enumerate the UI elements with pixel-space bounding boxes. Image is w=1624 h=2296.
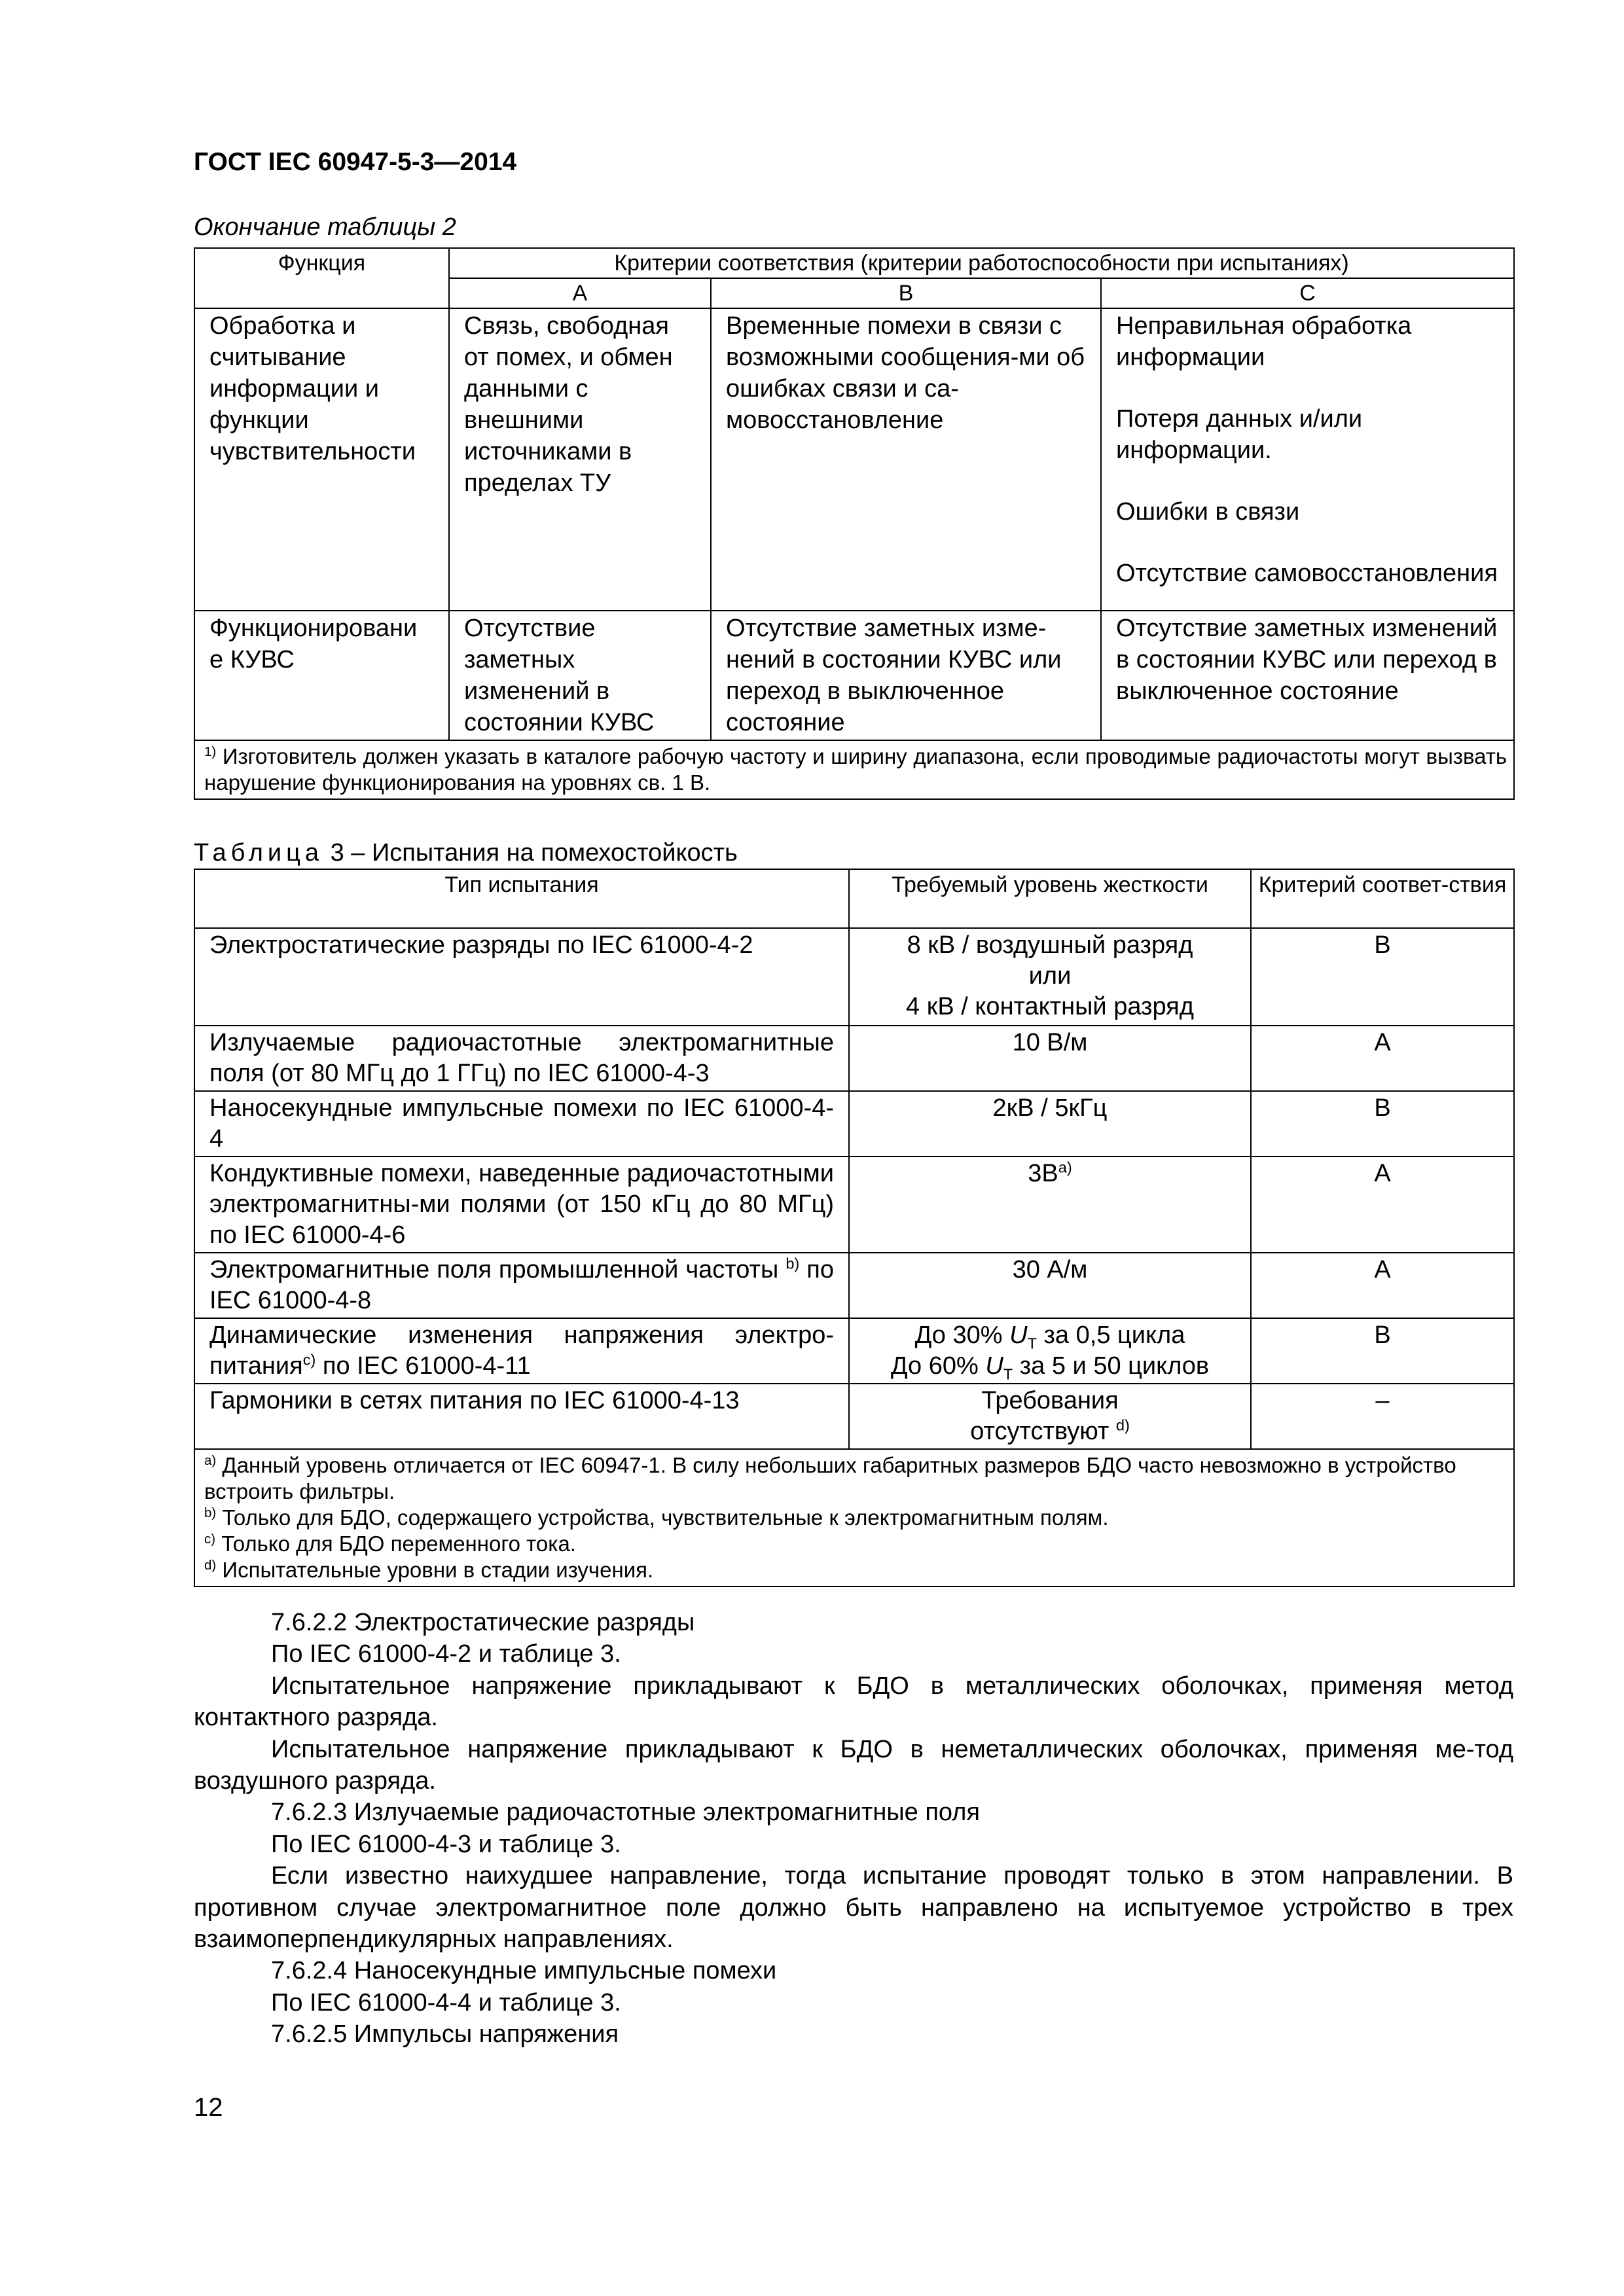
table-3: [194, 869, 1515, 1587]
cell-criterion-b: Отсутствие заметных изме-нений в состоянии КУВС или переход в выключенное состояние: [711, 611, 1101, 740]
footnote-mark: b): [785, 1255, 800, 1272]
footnote: [204, 1531, 1507, 1557]
cell-test-type: Излучаемые радиочастотные электромагнитные поля (от 80 МГц до 1 ГГц) по IEC 61000-4-3: [194, 1026, 849, 1091]
table-row: [194, 1157, 1514, 1253]
cell-level: [849, 1384, 1251, 1449]
footnote: [204, 1452, 1507, 1505]
level-line: [864, 1351, 1236, 1382]
criterion-c-item: Отсутствие самовосстановления: [1116, 560, 1498, 587]
cell-criterion: В: [1251, 1091, 1514, 1157]
footnote-text: Только для БДО, содержащего устройства, чувствительные к электромагнитным полям.: [216, 1505, 1109, 1530]
footnote: [204, 1505, 1507, 1531]
table-row: [194, 1253, 1514, 1318]
cell-criterion: В: [1251, 1318, 1514, 1384]
cell-level: [849, 928, 1251, 1026]
test-type-standard: по IEC 61000-4-8: [209, 1256, 834, 1314]
col-header-a: А: [449, 278, 711, 308]
level-text: отсутствуют: [970, 1418, 1116, 1445]
cell-test-type: Электростатические разряды по IEC 61000-4-2: [194, 928, 849, 1026]
table-row: [194, 1384, 1514, 1449]
table-row: [194, 1318, 1514, 1384]
section-heading: 7.6.2.2 Электростатические разряды: [271, 1609, 695, 1636]
level-line: или: [1028, 962, 1072, 990]
level-text: До 60%: [890, 1352, 986, 1380]
paragraph: Если известно наихудшее направление, тогда испытание проводят только в этом направлении. В противном случае электромагнитное поле должно быть направлено на испытуемое устройство в трех взаимоперпендикулярных направлениях.: [194, 1862, 1513, 1954]
level-line: [864, 1320, 1236, 1351]
cell-criterion: В: [1251, 928, 1514, 1026]
table-row: [194, 308, 1514, 611]
col-header-b: В: [711, 278, 1101, 308]
cell-criterion: А: [1251, 1026, 1514, 1091]
footnote-mark: 1): [204, 744, 217, 759]
col-header-criterion: Критерий соответ-ствия: [1251, 869, 1514, 928]
table-3-caption-word: Таблица: [194, 839, 323, 867]
footnote-mark: c): [302, 1351, 316, 1369]
section-heading: 7.6.2.3 Излучаемые радиочастотные электромагнитные поля: [271, 1799, 980, 1827]
paragraph: По IEC 61000-4-4 и таблице 3.: [271, 1988, 621, 2017]
table-row: [194, 1026, 1514, 1091]
col-header-c: С: [1101, 278, 1514, 308]
table-3-caption-title: 3 – Испытания на помехостойкость: [330, 839, 738, 867]
paragraph: Испытательное напряжение прикладывают к БДО в металлических оболочках, применяя метод контактного разряда.: [194, 1672, 1513, 1732]
cell-criterion: –: [1251, 1384, 1514, 1449]
voltage-subscript: Т: [1027, 1335, 1037, 1352]
section-heading: 7.6.2.5 Импульсы напряжения: [271, 2020, 619, 2049]
page-number: 12: [194, 2093, 223, 2122]
footnote-mark: a): [1058, 1158, 1072, 1176]
footnote-mark: b): [204, 1505, 217, 1520]
voltage-symbol: U: [1009, 1321, 1028, 1349]
test-type-standard: по IEC 61000-4-11: [316, 1352, 531, 1380]
document-header: ГОСТ IEC 60947-5-3—2014: [194, 148, 517, 176]
table-row: [194, 1091, 1514, 1157]
paragraph: Испытательное напряжение прикладывают к БДО в неметаллических оболочках, применяя ме-тод воздушного разряда.: [194, 1735, 1513, 1795]
voltage-subscript: Т: [1003, 1365, 1013, 1383]
footnote-mark: d): [204, 1558, 217, 1573]
table-row: [194, 928, 1514, 1026]
cell-criterion-a: Отсутствие заметных изменений в состоянии КУВС: [449, 611, 711, 740]
test-type-text: Динамические изменения напряжения электро-питания: [209, 1321, 834, 1380]
level-text: за 5 и 50 циклов: [1013, 1352, 1210, 1380]
paragraph: По IEC 61000-4-2 и таблице 3.: [271, 1640, 621, 1668]
cell-function: Обработка и считывание информации и функции чувствительности: [194, 308, 449, 611]
footnote-mark: c): [204, 1532, 216, 1547]
criterion-c-item: Ошибки в связи: [1116, 498, 1300, 526]
cell-test-type: [194, 1318, 849, 1384]
footnote-text: Данный уровень отличается от IEC 60947-1. В силу небольших габаритных размеров БДО часто невозможно в устройство встроить фильтры.: [204, 1453, 1456, 1503]
table-2-footnote: [194, 740, 1514, 799]
table-3-caption: [194, 839, 738, 867]
criterion-c-item: Неправильная обработка информации: [1116, 312, 1412, 371]
section-heading: 7.6.2.4 Наносекундные импульсные помехи: [271, 1957, 777, 1985]
footnote-mark: d): [1115, 1416, 1130, 1434]
level-text: за 0,5 цикла: [1036, 1321, 1185, 1349]
paragraph: По IEC 61000-4-3 и таблице 3.: [271, 1830, 621, 1858]
cell-test-type: [194, 1253, 849, 1318]
level-value: 3В: [1028, 1160, 1058, 1187]
cell-criterion-c: Отсутствие заметных изменений в состоянии КУВС или переход в выключенное состояние: [1101, 611, 1514, 740]
cell-test-type: Кондуктивные помехи, наведенные радиочастотными электромагнитны-ми полями (от 150 кГц до 80 МГц) по IEC 61000-4-6: [194, 1157, 849, 1253]
cell-criterion-b: Временные помехи в связи с возможными сообщения-ми об ошибках связи и са-мовосстановление: [711, 308, 1101, 611]
level-line: 4 кВ / контактный разряд: [906, 993, 1194, 1020]
level-line: [864, 1416, 1236, 1447]
cell-level: [849, 1157, 1251, 1253]
level-line: Требования: [981, 1387, 1119, 1414]
table-2: [194, 247, 1515, 800]
cell-test-type: Гармоники в сетях питания по IEC 61000-4-13: [194, 1384, 849, 1449]
table-2-caption: Окончание таблицы 2: [194, 213, 456, 241]
level-text: До 30%: [914, 1321, 1010, 1349]
cell-level: 2кВ / 5кГц: [849, 1091, 1251, 1157]
body-text: [194, 1607, 1513, 2051]
table-3-footnotes: [194, 1449, 1514, 1587]
level-line: 8 кВ / воздушный разряд: [907, 931, 1193, 959]
cell-criterion: А: [1251, 1157, 1514, 1253]
col-header-criteria: Критерии соответствия (критерии работоспособности при испытаниях): [449, 248, 1514, 278]
col-header-severity-level: Требуемый уровень жесткости: [849, 869, 1251, 928]
criterion-c-item: Потеря данных и/или информации.: [1116, 405, 1363, 464]
footnote-text: Только для БДО переменного тока.: [215, 1532, 576, 1556]
cell-level: [849, 1318, 1251, 1384]
footnote-text: Изготовитель должен указать в каталоге рабочую частоту и ширину диапазона, если проводимые радиочастоты могут вызвать нарушение функционирования на уровнях св. 1 В.: [204, 744, 1507, 795]
cell-criterion: А: [1251, 1253, 1514, 1318]
footnote-mark: a): [204, 1453, 217, 1468]
voltage-symbol: U: [985, 1352, 1003, 1380]
footnote-text: Испытательные уровни в стадии изучения.: [216, 1558, 654, 1582]
cell-test-type: Наносекундные импульсные помехи по IEC 61000-4-4: [194, 1091, 849, 1157]
footnote: [204, 1557, 1507, 1583]
cell-function: Функционировани е КУВС: [194, 611, 449, 740]
cell-level: 10 В/м: [849, 1026, 1251, 1091]
col-header-function: Функция: [194, 248, 449, 308]
cell-level: 30 А/м: [849, 1253, 1251, 1318]
table-row: [194, 611, 1514, 740]
cell-criterion-a: Связь, свободная от помех, и обмен данными с внешними источниками в пределах ТУ: [449, 308, 711, 611]
test-type-text: Электромагнитные поля промышленной частоты: [209, 1256, 779, 1283]
cell-criterion-c: [1101, 308, 1514, 611]
col-header-test-type: Тип испытания: [194, 869, 849, 928]
